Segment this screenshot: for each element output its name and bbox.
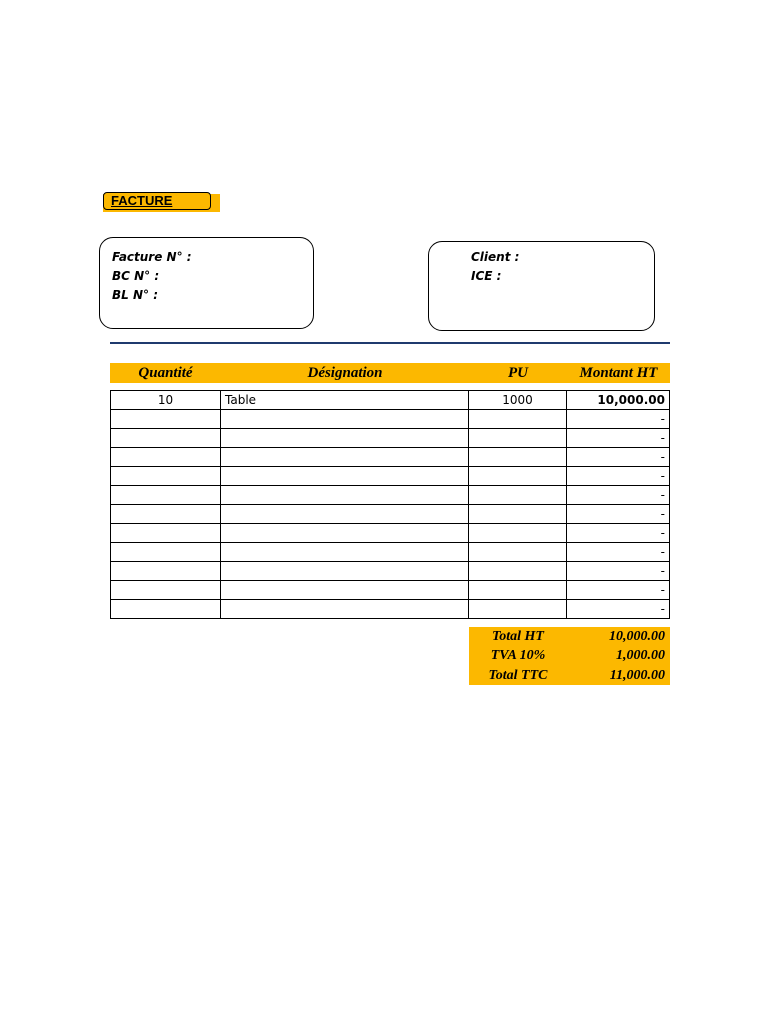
total-ttc-label: Total TTC bbox=[488, 667, 548, 683]
cell-montant-ht: - bbox=[567, 581, 670, 600]
table-row bbox=[111, 562, 670, 581]
cell-montant-ht: - bbox=[567, 562, 670, 581]
client-label: Client : bbox=[471, 250, 520, 264]
cell-montant-ht: - bbox=[567, 524, 670, 543]
cell-quantite bbox=[111, 486, 221, 505]
cell-designation bbox=[221, 505, 469, 524]
table-row bbox=[111, 429, 670, 448]
cell-pu bbox=[469, 486, 567, 505]
bl-number-label: BL N° : bbox=[112, 288, 158, 302]
cell-pu bbox=[469, 467, 567, 486]
header-quantite: Quantité bbox=[138, 365, 193, 381]
cell-pu: 1000 bbox=[469, 391, 567, 410]
cell-montant-ht: 10,000.00 bbox=[567, 391, 670, 410]
cell-designation bbox=[221, 543, 469, 562]
cell-montant-ht: - bbox=[567, 467, 670, 486]
table-row bbox=[111, 543, 670, 562]
table-row bbox=[111, 448, 670, 467]
cell-montant-ht: - bbox=[567, 486, 670, 505]
table-header bbox=[110, 363, 670, 383]
cell-pu bbox=[469, 600, 567, 619]
table-row bbox=[111, 581, 670, 600]
items-table-body bbox=[111, 391, 670, 619]
header-designation: Désignation bbox=[307, 365, 383, 381]
total-ttc-row bbox=[469, 666, 670, 685]
cell-pu bbox=[469, 429, 567, 448]
totals-block bbox=[469, 627, 670, 685]
cell-montant-ht: - bbox=[567, 543, 670, 562]
bc-number-label: BC N° : bbox=[112, 269, 160, 283]
cell-montant-ht: - bbox=[567, 429, 670, 448]
cell-pu bbox=[469, 505, 567, 524]
cell-pu bbox=[469, 448, 567, 467]
cell-designation bbox=[221, 562, 469, 581]
total-ht-label: Total HT bbox=[492, 629, 544, 644]
cell-quantite bbox=[111, 562, 221, 581]
table-row bbox=[111, 600, 670, 619]
cell-montant-ht: - bbox=[567, 448, 670, 467]
document-title: FACTURE bbox=[103, 192, 211, 210]
cell-designation bbox=[221, 429, 469, 448]
ice-label: ICE : bbox=[471, 269, 502, 283]
total-ht-value: 10,000.00 bbox=[609, 629, 665, 644]
total-ht-row bbox=[469, 627, 670, 646]
tva-label: TVA 10% bbox=[490, 648, 546, 664]
cell-designation bbox=[221, 448, 469, 467]
cell-quantite bbox=[111, 543, 221, 562]
cell-designation: Table bbox=[221, 391, 469, 410]
facture-number-label: Facture N° : bbox=[112, 250, 192, 264]
client-info-box bbox=[428, 241, 655, 331]
cell-pu bbox=[469, 581, 567, 600]
cell-designation bbox=[221, 410, 469, 429]
table-row bbox=[111, 486, 670, 505]
cell-pu bbox=[469, 562, 567, 581]
table-row bbox=[111, 505, 670, 524]
cell-montant-ht: - bbox=[567, 505, 670, 524]
cell-quantite bbox=[111, 410, 221, 429]
table-row bbox=[111, 391, 670, 410]
header-pu: PU bbox=[508, 365, 528, 381]
cell-quantite bbox=[111, 505, 221, 524]
cell-designation bbox=[221, 467, 469, 486]
tva-row bbox=[469, 646, 670, 665]
items-table bbox=[110, 390, 670, 619]
cell-pu bbox=[469, 524, 567, 543]
total-ttc-value: 11,000.00 bbox=[609, 667, 665, 683]
invoice-info-box bbox=[99, 237, 314, 329]
cell-quantite bbox=[111, 581, 221, 600]
cell-quantite bbox=[111, 524, 221, 543]
header-montant-ht: Montant HT bbox=[579, 365, 658, 381]
header-divider bbox=[110, 342, 670, 344]
cell-quantite bbox=[111, 467, 221, 486]
cell-quantite bbox=[111, 448, 221, 467]
cell-designation bbox=[221, 486, 469, 505]
table-row bbox=[111, 467, 670, 486]
cell-designation bbox=[221, 581, 469, 600]
document-title-wrap bbox=[103, 192, 220, 212]
cell-pu bbox=[469, 543, 567, 562]
cell-designation bbox=[221, 524, 469, 543]
cell-quantite bbox=[111, 600, 221, 619]
cell-quantite bbox=[111, 429, 221, 448]
cell-montant-ht: - bbox=[567, 410, 670, 429]
table-row bbox=[111, 524, 670, 543]
cell-designation bbox=[221, 600, 469, 619]
cell-pu bbox=[469, 410, 567, 429]
table-row bbox=[111, 410, 670, 429]
tva-value: 1,000.00 bbox=[616, 648, 665, 664]
cell-montant-ht: - bbox=[567, 600, 670, 619]
cell-quantite: 10 bbox=[111, 391, 221, 410]
